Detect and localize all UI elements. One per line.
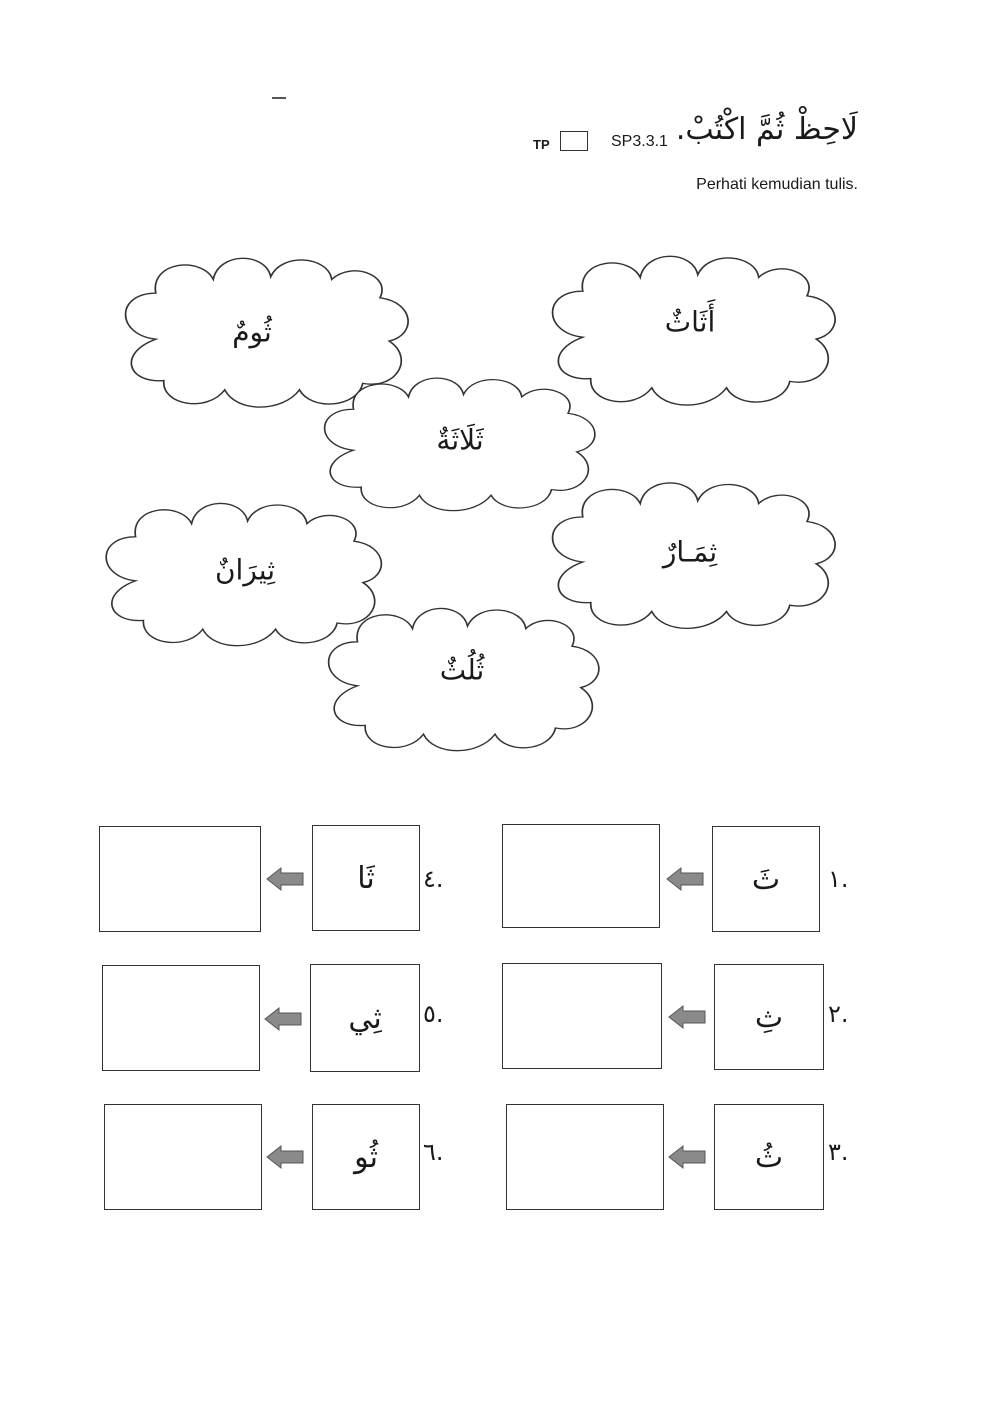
exercise-number: .٦ [423,1138,444,1166]
left-arrow-icon [263,1006,303,1032]
answer-box[interactable] [102,965,260,1071]
instruction-subtitle: Perhati kemudian tulis. [696,176,858,193]
left-arrow-icon [667,1004,707,1030]
syllable-box [312,825,420,931]
syllable-text: ثِي [348,1000,382,1036]
syllable-box [714,1104,824,1210]
answer-box[interactable] [506,1104,664,1210]
answer-box[interactable] [99,826,261,932]
exercise-number: .٤ [423,865,444,893]
syllable-box [310,964,420,1072]
left-arrow-icon [665,866,705,892]
cloud-word-thimar: ثِمَـارٌ [662,535,718,569]
exercise-number: .١ [828,865,849,893]
exercise-number: .٣ [828,1138,849,1166]
syllable-text: ثَا [357,860,375,896]
cloud-word-thuluth: ثُلُثٌ [439,653,485,687]
cloud-word-athath: أَثَاثٌ [664,305,716,339]
syllable-box [312,1104,420,1210]
tp-label: TP [533,137,550,152]
syllable-text: ثَ [751,861,781,897]
exercise-number: .٥ [423,1000,444,1028]
instruction-title-arabic: لَاحِظْ ثُمَّ اكْتُبْ. [675,112,858,147]
syllable-text: ثُ [754,1139,784,1175]
answer-box[interactable] [104,1104,262,1210]
cloud-word-thiran: ثِيرَانٌ [214,553,276,587]
exercise-number: .٢ [828,1000,849,1028]
syllable-text: ثِ [754,999,784,1035]
syllable-box [712,826,820,932]
left-arrow-icon [265,1144,305,1170]
cloud-word-thum: ثُومٌ [232,315,272,349]
answer-box[interactable] [502,824,660,928]
standard-code: SP3.3.1 [611,133,668,150]
syllable-box [714,964,824,1070]
cloud-word-thalathah: ثَلَاثَةٌ [436,423,484,457]
left-arrow-icon [667,1144,707,1170]
syllable-text: ثُو [354,1139,378,1175]
answer-box[interactable] [502,963,662,1069]
left-arrow-icon [265,866,305,892]
